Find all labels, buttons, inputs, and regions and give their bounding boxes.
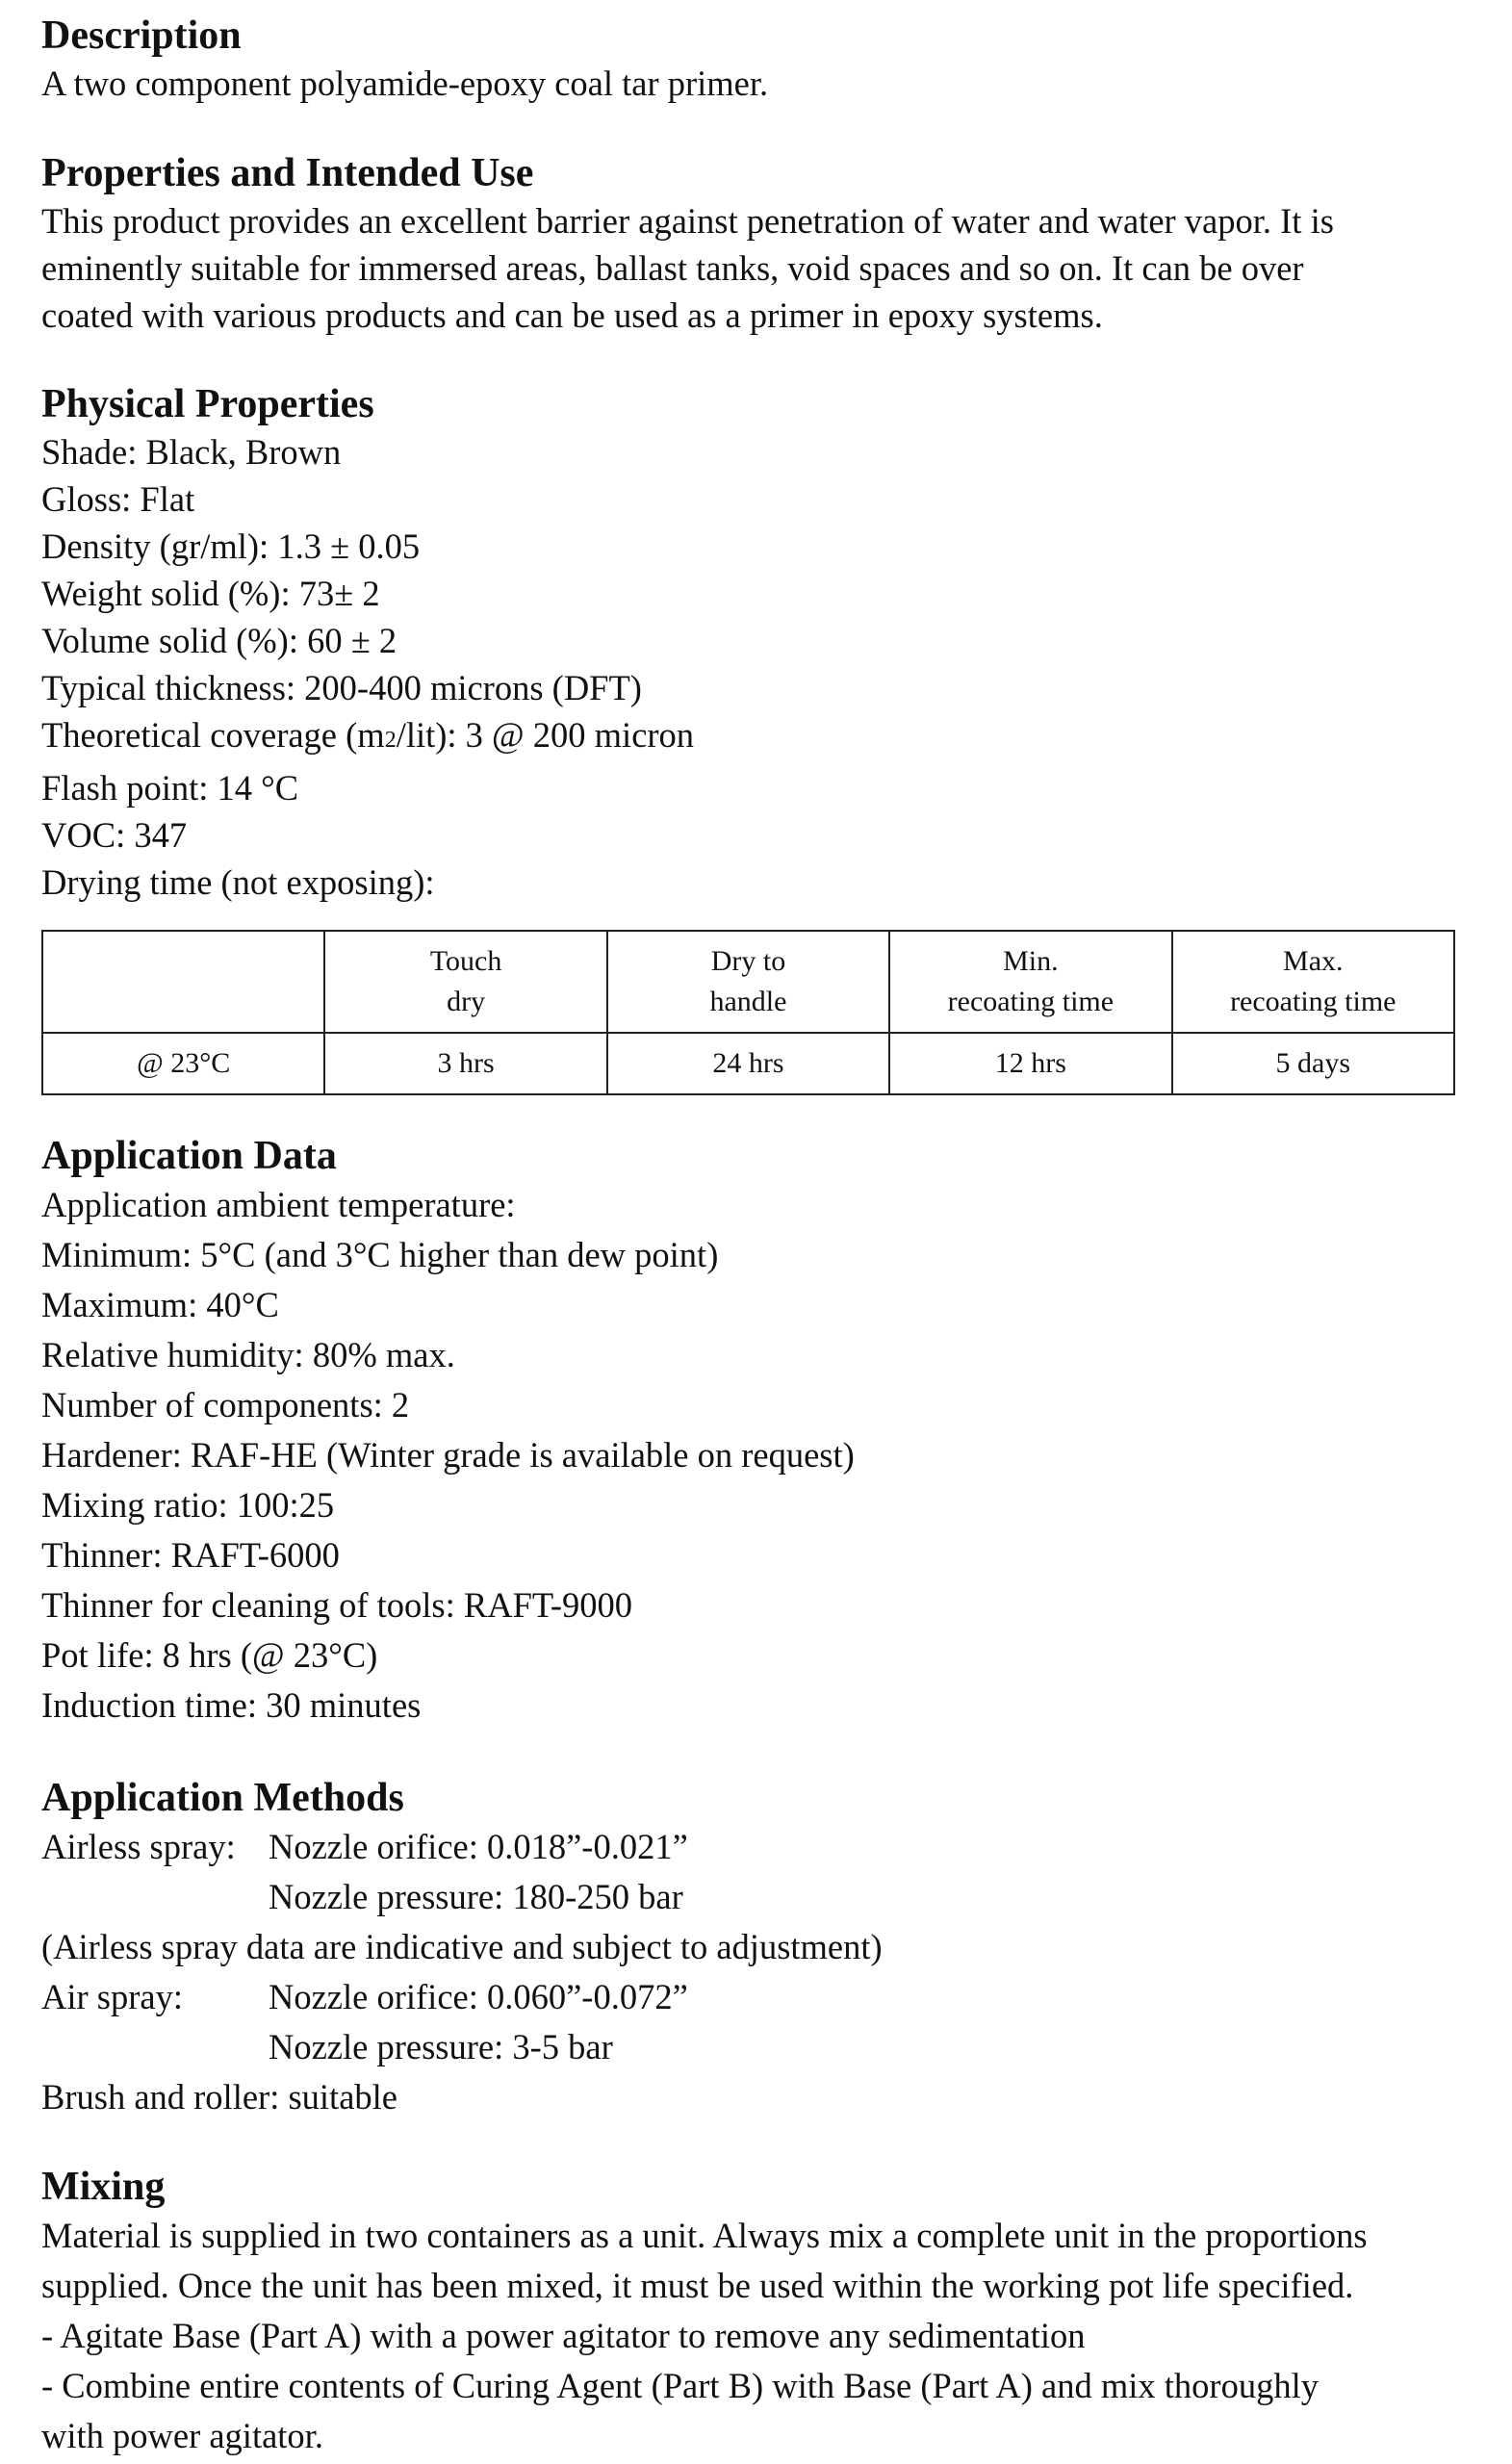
description-heading: Description — [41, 13, 242, 58]
mixing-line: with power agitator. — [41, 2416, 323, 2456]
properties-line: coated with various products and can be used as a primer in epoxy systems. — [41, 295, 1103, 336]
mixing-line: supplied. Once the unit has been mixed, it must be used within the working pot life specified. — [41, 2266, 1354, 2306]
application-data-heading: Application Data — [41, 1134, 337, 1178]
application-data-line: Application ambient temperature: — [41, 1185, 516, 1225]
airless-orifice: Nozzle orifice: 0.018”-0.021” — [269, 1827, 688, 1867]
application-data-line: Thinner: RAFT-6000 — [41, 1535, 340, 1576]
air-pressure: Nozzle pressure: 3-5 bar — [269, 2027, 613, 2067]
drying-header-touch-dry: Touch dry — [324, 931, 606, 1033]
volume-solid-line: Volume solid (%): 60 ± 2 — [41, 621, 397, 661]
drying-cell-max-recoat: 5 days — [1172, 1033, 1454, 1094]
drying-table-row — [42, 1033, 1454, 1094]
application-data-line: Maximum: 40°C — [41, 1285, 279, 1325]
air-orifice: Nozzle orifice: 0.060”-0.072” — [269, 1977, 688, 2017]
properties-line: eminently suitable for immersed areas, ballast tanks, void spaces and so on. It can be over — [41, 248, 1304, 289]
air-pressure-line — [41, 2022, 883, 2072]
coverage-prefix: Theoretical coverage (m — [41, 715, 385, 756]
application-methods-heading: Application Methods — [41, 1776, 404, 1820]
application-data-line: Hardener: RAF-HE (Winter grade is available on request) — [41, 1435, 855, 1476]
voc-line: VOC: 347 — [41, 815, 188, 856]
application-data-line: Number of components: 2 — [41, 1385, 410, 1425]
drying-label: Drying time (not exposing): — [41, 862, 435, 903]
drying-table-header-row — [42, 931, 1454, 1033]
drying-cell-touch-dry: 3 hrs — [324, 1033, 606, 1094]
flash-point-line: Flash point: 14 °C — [41, 768, 299, 808]
drying-header-min-recoat: Min. recoating time — [889, 931, 1171, 1033]
drying-cell-dry-to-handle: 24 hrs — [607, 1033, 889, 1094]
airless-pressure: Nozzle pressure: 180-250 bar — [269, 1877, 683, 1917]
application-methods-section — [41, 1774, 883, 2122]
application-data-line: Pot life: 8 hrs (@ 23°C) — [41, 1635, 378, 1676]
application-data-line: Thinner for cleaning of tools: RAFT-9000 — [41, 1585, 632, 1626]
drying-header-empty — [42, 931, 324, 1033]
drying-header-max-recoat: Max. recoating time — [1172, 931, 1454, 1033]
airless-note: (Airless spray data are indicative and subject to adjustment) — [41, 1927, 883, 1967]
physical-properties-section — [41, 380, 694, 906]
coverage-line — [41, 711, 694, 764]
properties-section — [41, 149, 1334, 339]
mixing-section — [41, 2163, 1368, 2461]
thickness-line: Typical thickness: 200-400 microns (DFT) — [41, 668, 642, 708]
physical-heading: Physical Properties — [41, 382, 374, 426]
drying-header-dry-to-handle: Dry to handle — [607, 931, 889, 1033]
description-section — [41, 12, 768, 107]
application-data-line: Minimum: 5°C (and 3°C higher than dew point) — [41, 1235, 719, 1275]
mixing-line: - Agitate Base (Part A) with a power agitator to remove any sedimentation — [41, 2316, 1086, 2356]
drying-cell-temperature: @ 23°C — [42, 1033, 324, 1094]
coverage-suffix: /lit): 3 @ 200 micron — [396, 715, 695, 756]
properties-heading: Properties and Intended Use — [41, 151, 534, 195]
mixing-heading: Mixing — [41, 2165, 166, 2209]
application-data-line: Mixing ratio: 100:25 — [41, 1485, 335, 1526]
weight-solid-line: Weight solid (%): 73± 2 — [41, 574, 380, 614]
drying-cell-min-recoat: 12 hrs — [889, 1033, 1171, 1094]
density-line: Density (gr/ml): 1.3 ± 0.05 — [41, 526, 421, 567]
air-label: Air spray: — [41, 1977, 183, 2017]
airless-orifice-line — [41, 1822, 883, 1872]
properties-line: This product provides an excellent barrier against penetration of water and water vapor. It is — [41, 201, 1334, 242]
mixing-line: Material is supplied in two containers as a unit. Always mix a complete unit in the proportions — [41, 2216, 1368, 2256]
air-orifice-line — [41, 1972, 883, 2022]
brush-line: Brush and roller: suitable — [41, 2077, 397, 2118]
airless-pressure-line — [41, 1872, 883, 1922]
coverage-subscript: 2 — [384, 728, 397, 754]
description-text: A two component polyamide-epoxy coal tar primer. — [41, 64, 769, 104]
gloss-line: Gloss: Flat — [41, 479, 195, 520]
shade-line: Shade: Black, Brown — [41, 432, 342, 473]
application-data-section — [41, 1132, 855, 1731]
airless-label: Airless spray: — [41, 1827, 236, 1867]
application-data-line: Relative humidity: 80% max. — [41, 1335, 455, 1375]
application-data-line: Induction time: 30 minutes — [41, 1685, 422, 1726]
drying-time-table — [41, 930, 1455, 1095]
mixing-line: - Combine entire contents of Curing Agent (Part B) with Base (Part A) and mix thoroughly — [41, 2366, 1319, 2406]
